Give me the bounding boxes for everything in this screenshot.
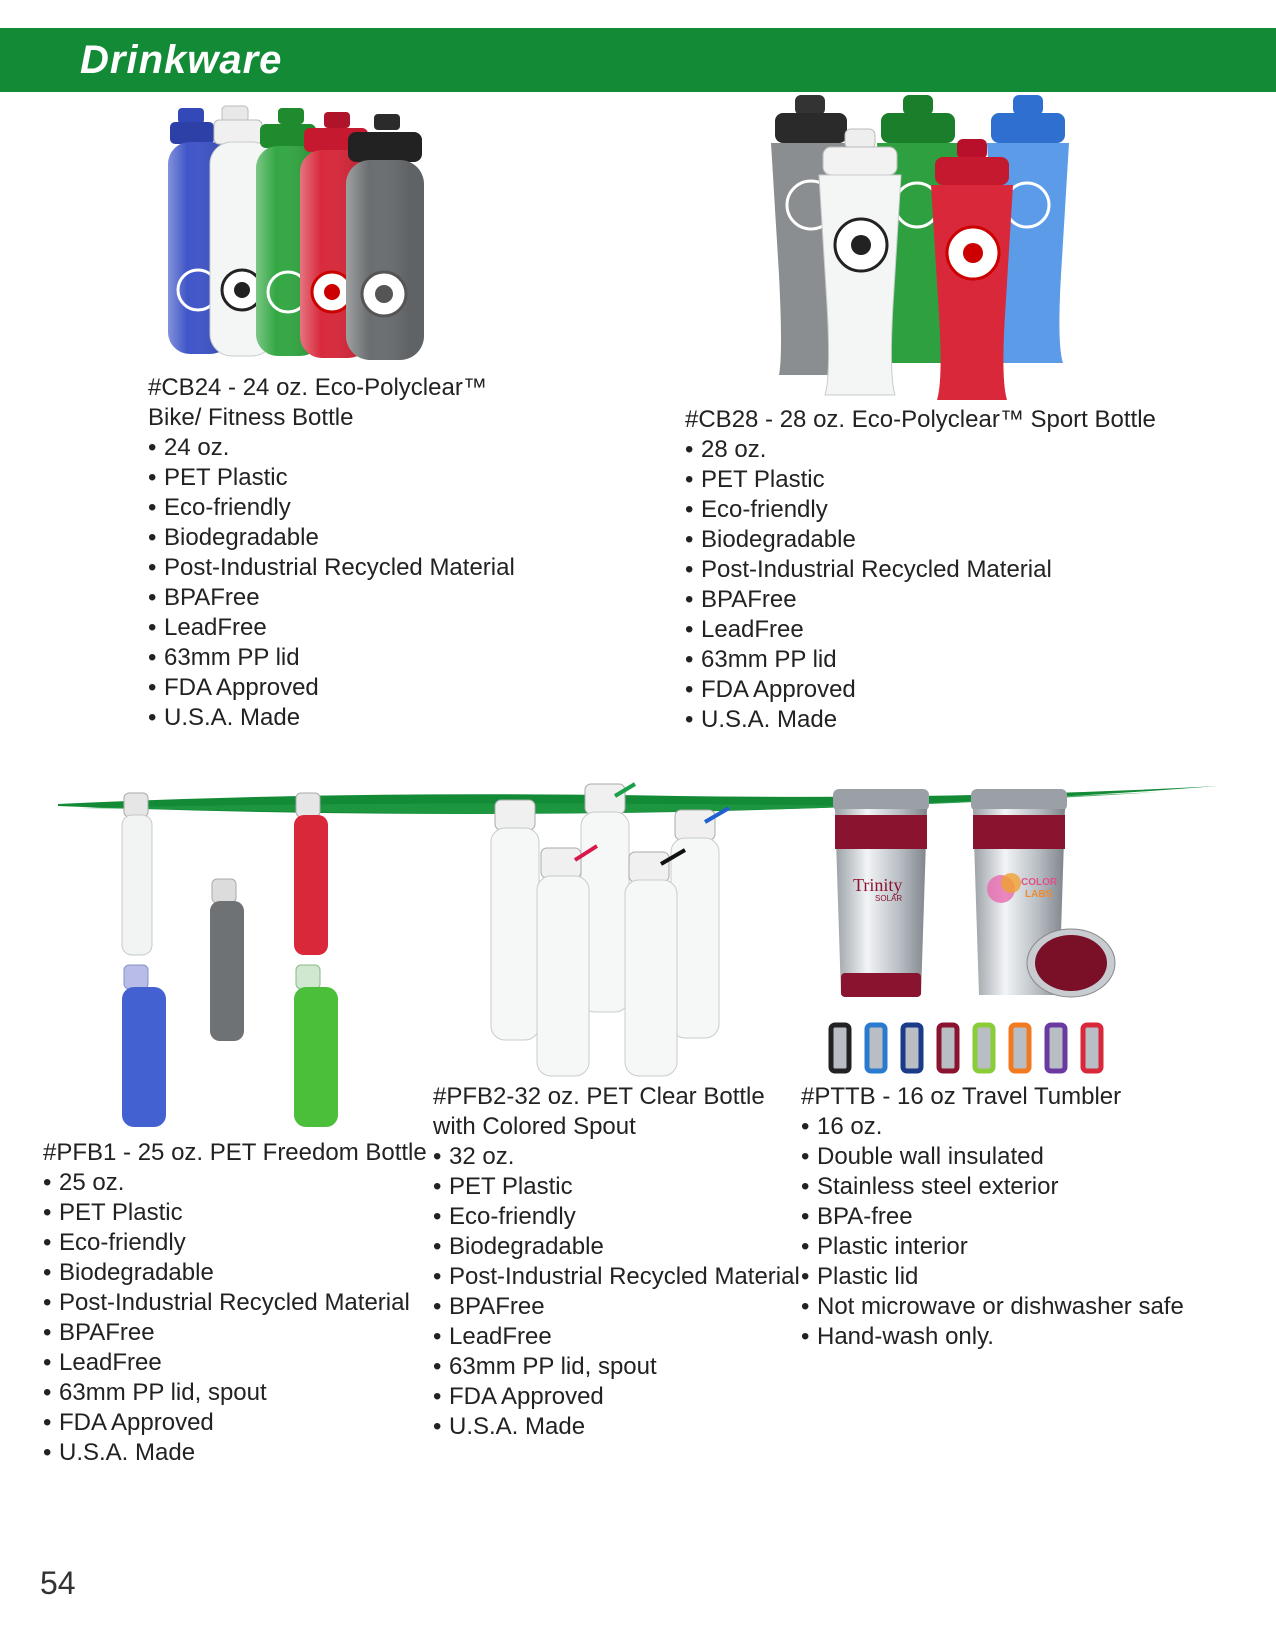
cb24-smoke-bottle (346, 114, 424, 360)
feature-item: • LeadFree (43, 1348, 427, 1378)
feature-item: • BPAFree (685, 585, 1156, 615)
feature-item: • 32 oz. (433, 1142, 800, 1172)
feature-item: • U.S.A. Made (685, 705, 1156, 735)
product-title-line: #CB24 - 24 oz. Eco-Polyclear™ (148, 374, 487, 401)
pfb2-bottles-image (485, 780, 745, 1080)
feature-item: • Post-Industrial Recycled Material (433, 1262, 800, 1292)
feature-item: • U.S.A. Made (43, 1438, 427, 1468)
feature-list (43, 1168, 427, 1468)
feature-list (433, 1142, 800, 1442)
cb28-bottles-image (765, 95, 1125, 405)
feature-item: • 63mm PP lid, spout (433, 1352, 800, 1382)
feature-item: • BPAFree (43, 1318, 427, 1348)
product-title-line: #PFB2-32 oz. PET Clear Bottle (433, 1083, 765, 1110)
pfb2-clear-bottle-3 (671, 808, 729, 1038)
feature-item: • FDA Approved (148, 673, 515, 703)
pfb1-green-bottle (294, 965, 338, 1127)
cb28-red-bottle (931, 139, 1013, 400)
feature-item: • 28 oz. (685, 435, 1156, 465)
feature-item: • Hand-wash only. (801, 1322, 1184, 1352)
feature-item: • Stainless steel exterior (801, 1172, 1184, 1202)
feature-list (148, 433, 515, 733)
feature-item: • Post-Industrial Recycled Material (148, 553, 515, 583)
product-title-line: #PFB1 - 25 oz. PET Freedom Bottle (43, 1139, 427, 1166)
pfb1-clear-bottle (122, 793, 152, 955)
feature-item: • Biodegradable (148, 523, 515, 553)
cb28-clear-bottle (819, 129, 901, 395)
pfb2-clear-bottle-1 (491, 800, 539, 1040)
feature-item: • 16 oz. (801, 1112, 1184, 1142)
feature-item: • PET Plastic (433, 1172, 800, 1202)
feature-item: • Not microwave or dishwasher safe (801, 1292, 1184, 1322)
feature-item: • LeadFree (148, 613, 515, 643)
feature-item: • U.S.A. Made (433, 1412, 800, 1442)
product-pttb (801, 1082, 1184, 1352)
product-cb24 (148, 373, 515, 733)
feature-item: • PET Plastic (685, 465, 1156, 495)
colorlabs-logo-text: COLOR (1021, 877, 1058, 888)
section-title: Drinkware (80, 38, 283, 82)
feature-item: • Eco-friendly (433, 1202, 800, 1232)
pttb-tumblers-image (825, 785, 1125, 1075)
feature-item: • Eco-friendly (685, 495, 1156, 525)
feature-item: • Post-Industrial Recycled Material (685, 555, 1156, 585)
pfb1-bottles-image (110, 785, 370, 1130)
feature-list (801, 1112, 1184, 1352)
feature-item: • PET Plastic (148, 463, 515, 493)
pttb-lid (1027, 929, 1115, 997)
product-title-line: #CB28 - 28 oz. Eco-Polyclear™ Sport Bottle (685, 406, 1156, 433)
section-header-bar (0, 28, 1276, 92)
product-cb28 (685, 405, 1156, 735)
feature-item: • Eco-friendly (43, 1228, 427, 1258)
feature-item: • Biodegradable (433, 1232, 800, 1262)
pttb-color-options (831, 1025, 1101, 1071)
feature-item: • 63mm PP lid (148, 643, 515, 673)
feature-item: • Eco-friendly (148, 493, 515, 523)
product-pfb2 (433, 1082, 800, 1442)
product-title-line: #PTTB - 16 oz Travel Tumbler (801, 1083, 1122, 1110)
pfb1-smoke-bottle (210, 879, 244, 1041)
cb24-bottles-image (160, 100, 440, 375)
colorlabs-logo-subtext: LABS (1025, 889, 1053, 900)
feature-item: • FDA Approved (43, 1408, 427, 1438)
feature-item: • Plastic lid (801, 1262, 1184, 1292)
feature-item: • FDA Approved (685, 675, 1156, 705)
pfb1-red-bottle (294, 793, 328, 955)
feature-item: • U.S.A. Made (148, 703, 515, 733)
pttb-trinity-tumbler (833, 789, 929, 997)
feature-item: • Biodegradable (43, 1258, 427, 1288)
feature-item: • 25 oz. (43, 1168, 427, 1198)
feature-item: • 63mm PP lid, spout (43, 1378, 427, 1408)
feature-item: • 63mm PP lid (685, 645, 1156, 675)
feature-item: • FDA Approved (433, 1382, 800, 1412)
feature-item: • 24 oz. (148, 433, 515, 463)
trinity-logo-text: Trinity (853, 875, 903, 895)
feature-item: • Biodegradable (685, 525, 1156, 555)
pfb1-blue-bottle (122, 965, 166, 1127)
feature-item: • PET Plastic (43, 1198, 427, 1228)
trinity-logo-subtext: SOLAR (875, 894, 903, 903)
feature-item: • Plastic interior (801, 1232, 1184, 1262)
product-pfb1 (43, 1138, 427, 1468)
feature-list (685, 435, 1156, 735)
product-title-line: with Colored Spout (433, 1113, 636, 1140)
page-number: 54 (40, 1565, 76, 1601)
feature-item: • LeadFree (685, 615, 1156, 645)
feature-item: • BPAFree (148, 583, 515, 613)
product-title-line: Bike/ Fitness Bottle (148, 404, 354, 431)
feature-item: • Double wall insulated (801, 1142, 1184, 1172)
feature-item: • Post-Industrial Recycled Material (43, 1288, 427, 1318)
feature-item: • BPA-free (801, 1202, 1184, 1232)
feature-item: • BPAFree (433, 1292, 800, 1322)
feature-item: • LeadFree (433, 1322, 800, 1352)
